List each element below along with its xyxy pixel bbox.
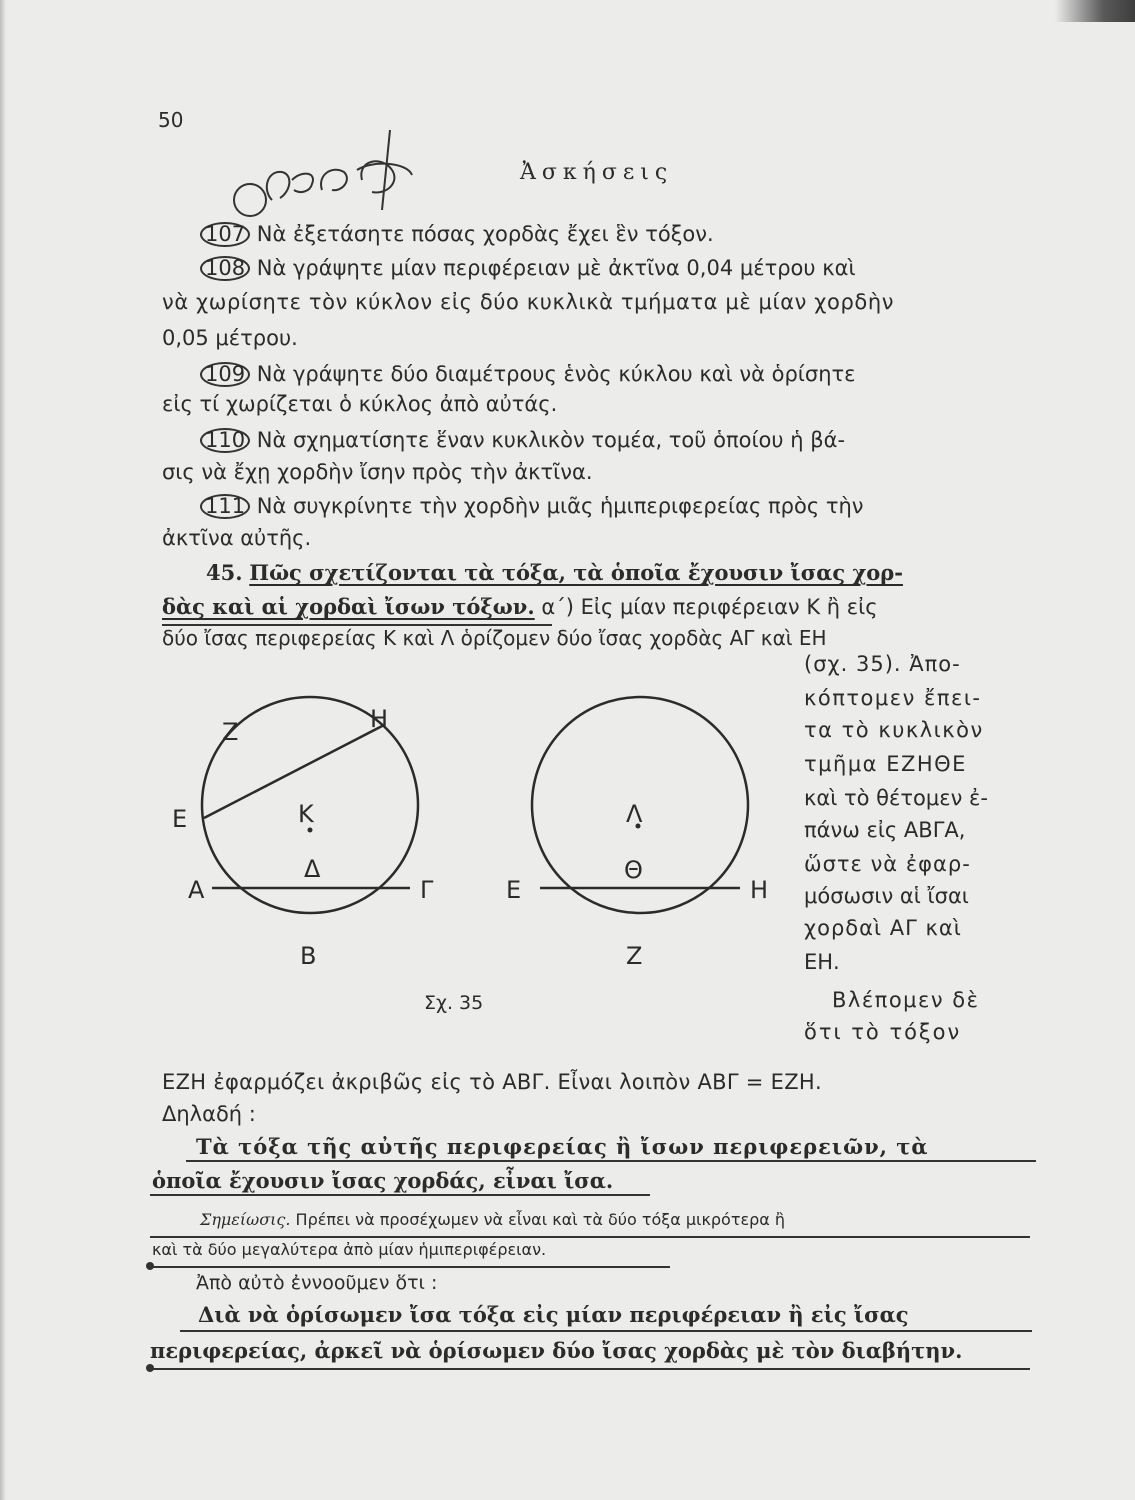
body-line: Ἀπὸ αὐτὸ ἐννοοῦμεν ὅτι :: [196, 1272, 438, 1294]
note-label: Σημείωσις.: [200, 1210, 291, 1229]
exercise-text: Νὰ συγκρίνητε τὴν χορδὴν μιᾶς ἡμιπεριφερείας πρὸς τὴν: [256, 494, 864, 518]
point-label: Ε: [172, 805, 188, 833]
side-line: (σχ. 35). Ἀπο-: [804, 652, 961, 676]
exercise-text-line: εἰς τί χωρίζεται ὁ κύκλος ἀπὸ αὐτάς.: [162, 392, 558, 416]
exercise-text-line: 0,05 μέτρου.: [162, 326, 298, 350]
section-text: α΄) Εἰς μίαν περιφέρειαν Κ ἢ εἰς: [541, 595, 878, 619]
exercise-text: Νὰ σχηματίσητε ἕναν κυκλικὸν τομέα, τοῦ ὁποίου ἡ βά-: [256, 428, 846, 452]
figure-caption: Σχ. 35: [424, 992, 484, 1014]
exercise-text: Νὰ γράψητε δύο διαμέτρους ἑνὸς κύκλου καὶ νὰ ὁρίσητε: [256, 362, 856, 386]
point-label: Η: [370, 705, 389, 733]
underline-mark: [150, 1194, 650, 1196]
section-number: 45.: [206, 560, 243, 585]
side-line: ΕΗ.: [804, 950, 840, 974]
exercise-number: 110: [200, 428, 250, 453]
point-label: Δ: [304, 855, 321, 883]
exercise-text: Νὰ ἐξετάσητε πόσας χορδὰς ἔχει ἓν τόξον.: [256, 222, 714, 246]
page-title: Ἀσκήσεις: [520, 160, 674, 185]
ink-dot: [146, 1364, 154, 1372]
rule-statement-line: ὁποῖα ἔχουσιν ἴσας χορδάς, εἶναι ἴσα.: [152, 1168, 614, 1193]
point-label: Ε: [506, 876, 522, 904]
point-label: Ζ: [626, 942, 643, 970]
section-title-line: δὰς καὶ αἱ χορδαὶ ἴσων τόξων.: [162, 594, 535, 619]
side-line: μόσωσιν αἱ ἴσαι: [804, 884, 969, 908]
exercise-number: 109: [200, 362, 250, 387]
exercise-text-line: σις νὰ ἔχῃ χορδὴν ἴσην πρὸς τὴν ἀκτῖνα.: [162, 460, 593, 484]
center-K: [308, 828, 313, 833]
side-line: κόπτομεν ἔπει-: [804, 686, 982, 710]
side-line: ὅτι τὸ τόξον: [804, 1020, 962, 1044]
exercise-number: 111: [200, 494, 250, 519]
body-line: ΕΖΗ ἐφαρμόζει ἀκριβῶς εἰς τὸ ΑΒΓ. Εἶναι λοιπὸν ΑΒΓ = ΕΖΗ.: [162, 1070, 822, 1094]
note-text: Πρέπει νὰ προσέχωμεν νὰ εἶναι καὶ τὰ δύο τόξα μικρότερα ἢ: [295, 1210, 786, 1229]
page-number: 50: [158, 108, 184, 132]
rule-statement-line: Διὰ νὰ ὁρίσωμεν ἴσα τόξα εἰς μίαν περιφέρειαν ἢ εἰς ἴσας: [198, 1302, 909, 1327]
note-line: [200, 1212, 785, 1228]
section-title-line: Πῶς σχετίζονται τὰ τόξα, τὰ ὁποῖα ἔχουσιν ἴσας χορ-: [249, 560, 903, 585]
point-label: Α: [188, 876, 205, 904]
body-line: Δηλαδή :: [162, 1102, 256, 1126]
underline-mark: [150, 1368, 1030, 1370]
side-line: Βλέπομεν δὲ: [832, 988, 980, 1012]
point-label: Ζ: [222, 718, 239, 746]
rule-statement-line: Τὰ τόξα τῆς αὐτῆς περιφερείας ἢ ἴσων περιφερειῶν, τὰ: [196, 1134, 929, 1159]
exercise-number: 107: [200, 222, 250, 247]
point-label: Θ: [624, 856, 643, 884]
side-line: τα τὸ κυκλικὸν: [804, 718, 984, 742]
point-label: Η: [750, 876, 769, 904]
point-label: Β: [300, 942, 317, 970]
exercise-text-line: νὰ χωρίσητε τὸν κύκλον εἰς δύο κυκλικὰ τμήματα μὲ μίαν χορδὴν: [162, 290, 895, 314]
underline-mark: [186, 1160, 1036, 1162]
exercise-text-line: ἀκτῖνα αὐτῆς.: [162, 526, 312, 550]
side-line: ὥστε νὰ ἐφαρ-: [804, 852, 971, 876]
section-text-line: δύο ἴσας περιφερείας Κ καὶ Λ ὁρίζομεν δύο ἴσας χορδὰς ΑΓ καὶ ΕΗ: [162, 626, 827, 650]
exercise-number: 108: [200, 256, 250, 281]
side-line: τμῆμα ΕΖΗΘΕ: [804, 752, 967, 776]
underline-mark: [180, 1330, 1032, 1332]
point-label: Γ: [420, 876, 434, 904]
point-label: Κ: [298, 800, 314, 828]
rule-statement-line: περιφερείας, ἀρκεῖ νὰ ὁρίσωμεν δύο ἴσας χορδὰς μὲ τὸν διαβήτην.: [150, 1338, 963, 1363]
point-label: Λ: [626, 800, 643, 828]
side-line: χορδαὶ ΑΓ καὶ: [804, 916, 962, 940]
underline-mark: [150, 1236, 1030, 1238]
underline-mark: [150, 1266, 670, 1268]
side-line: πάνω εἰς ΑΒΓΑ,: [804, 818, 966, 842]
exercise-text: Νὰ γράψητε μίαν περιφέρειαν μὲ ἀκτῖνα 0,04 μέτρου καὶ: [256, 256, 856, 280]
side-line: καὶ τὸ θέτομεν ἐ-: [804, 786, 988, 810]
ink-dot: [146, 1262, 154, 1270]
note-line: καὶ τὰ δύο μεγαλύτερα ἀπὸ μίαν ἡμιπεριφέρειαν.: [152, 1240, 547, 1259]
